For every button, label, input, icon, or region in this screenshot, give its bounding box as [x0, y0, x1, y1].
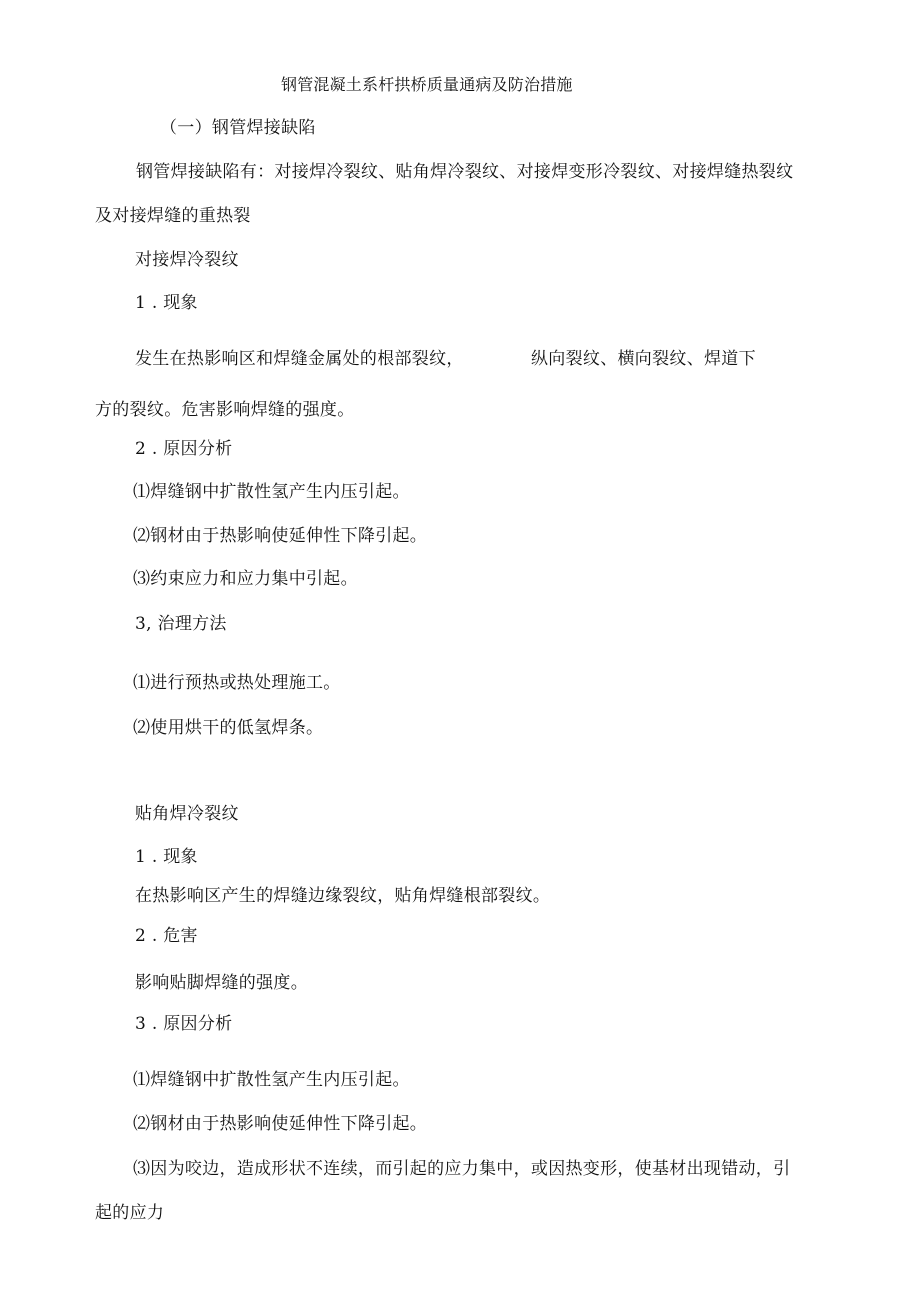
item-heading: 1 . 现象	[135, 293, 198, 313]
paragraph-line: 在热影响区产生的焊缝边缘裂纹，贴角焊缝根部裂纹。	[135, 886, 551, 906]
list-item: ⑶因为咬边，造成形状不连续，而引起的应力集中，或因热变形，使基材出现错动，引	[133, 1159, 791, 1179]
list-item: ⑵使用烘干的低氢焊条。	[133, 718, 324, 738]
paragraph-line: 方的裂纹。危害影响焊缝的强度。	[95, 400, 355, 420]
list-item: ⑴焊缝钢中扩散性氢产生内压引起。	[133, 482, 410, 502]
paragraph-line: 影响贴脚焊缝的强度。	[135, 973, 308, 993]
paragraph-line: 纵向裂纹、横向裂纹、焊道下	[531, 349, 756, 369]
item-heading: 3, 治理方法	[135, 614, 227, 634]
item-heading: 1 . 现象	[135, 847, 198, 867]
intro-paragraph-line: 钢管焊接缺陷有：对接焊冷裂纹、贴角焊冷裂纹、对接焊变形冷裂纹、对接焊缝热裂纹	[136, 162, 794, 182]
list-item: ⑴进行预热或热处理施工。	[133, 673, 341, 693]
list-item: ⑵钢材由于热影响使延伸性下降引起。	[133, 1114, 428, 1134]
item-heading: 2 . 危害	[135, 926, 198, 946]
section-heading: （一）钢管焊接缺陷	[160, 118, 316, 138]
document-title: 钢管混凝土系杆拱桥质量通病及防治措施	[281, 75, 573, 94]
item-heading: 2 . 原因分析	[135, 439, 233, 459]
intro-paragraph-line: 及对接焊缝的重热裂	[95, 206, 251, 226]
item-heading: 3 . 原因分析	[135, 1014, 233, 1034]
list-item: ⑶约束应力和应力集中引起。	[133, 569, 358, 589]
list-item: ⑴焊缝钢中扩散性氢产生内压引起。	[133, 1070, 410, 1090]
subheading-fillet-weld-cold-crack: 贴角焊冷裂纹	[135, 804, 239, 824]
paragraph-line: 发生在热影响区和焊缝金属处的根部裂纹，	[135, 349, 464, 369]
subheading-butt-weld-cold-crack: 对接焊冷裂纹	[135, 250, 239, 270]
list-item: 起的应力	[95, 1203, 165, 1223]
list-item: ⑵钢材由于热影响使延伸性下降引起。	[133, 526, 428, 546]
